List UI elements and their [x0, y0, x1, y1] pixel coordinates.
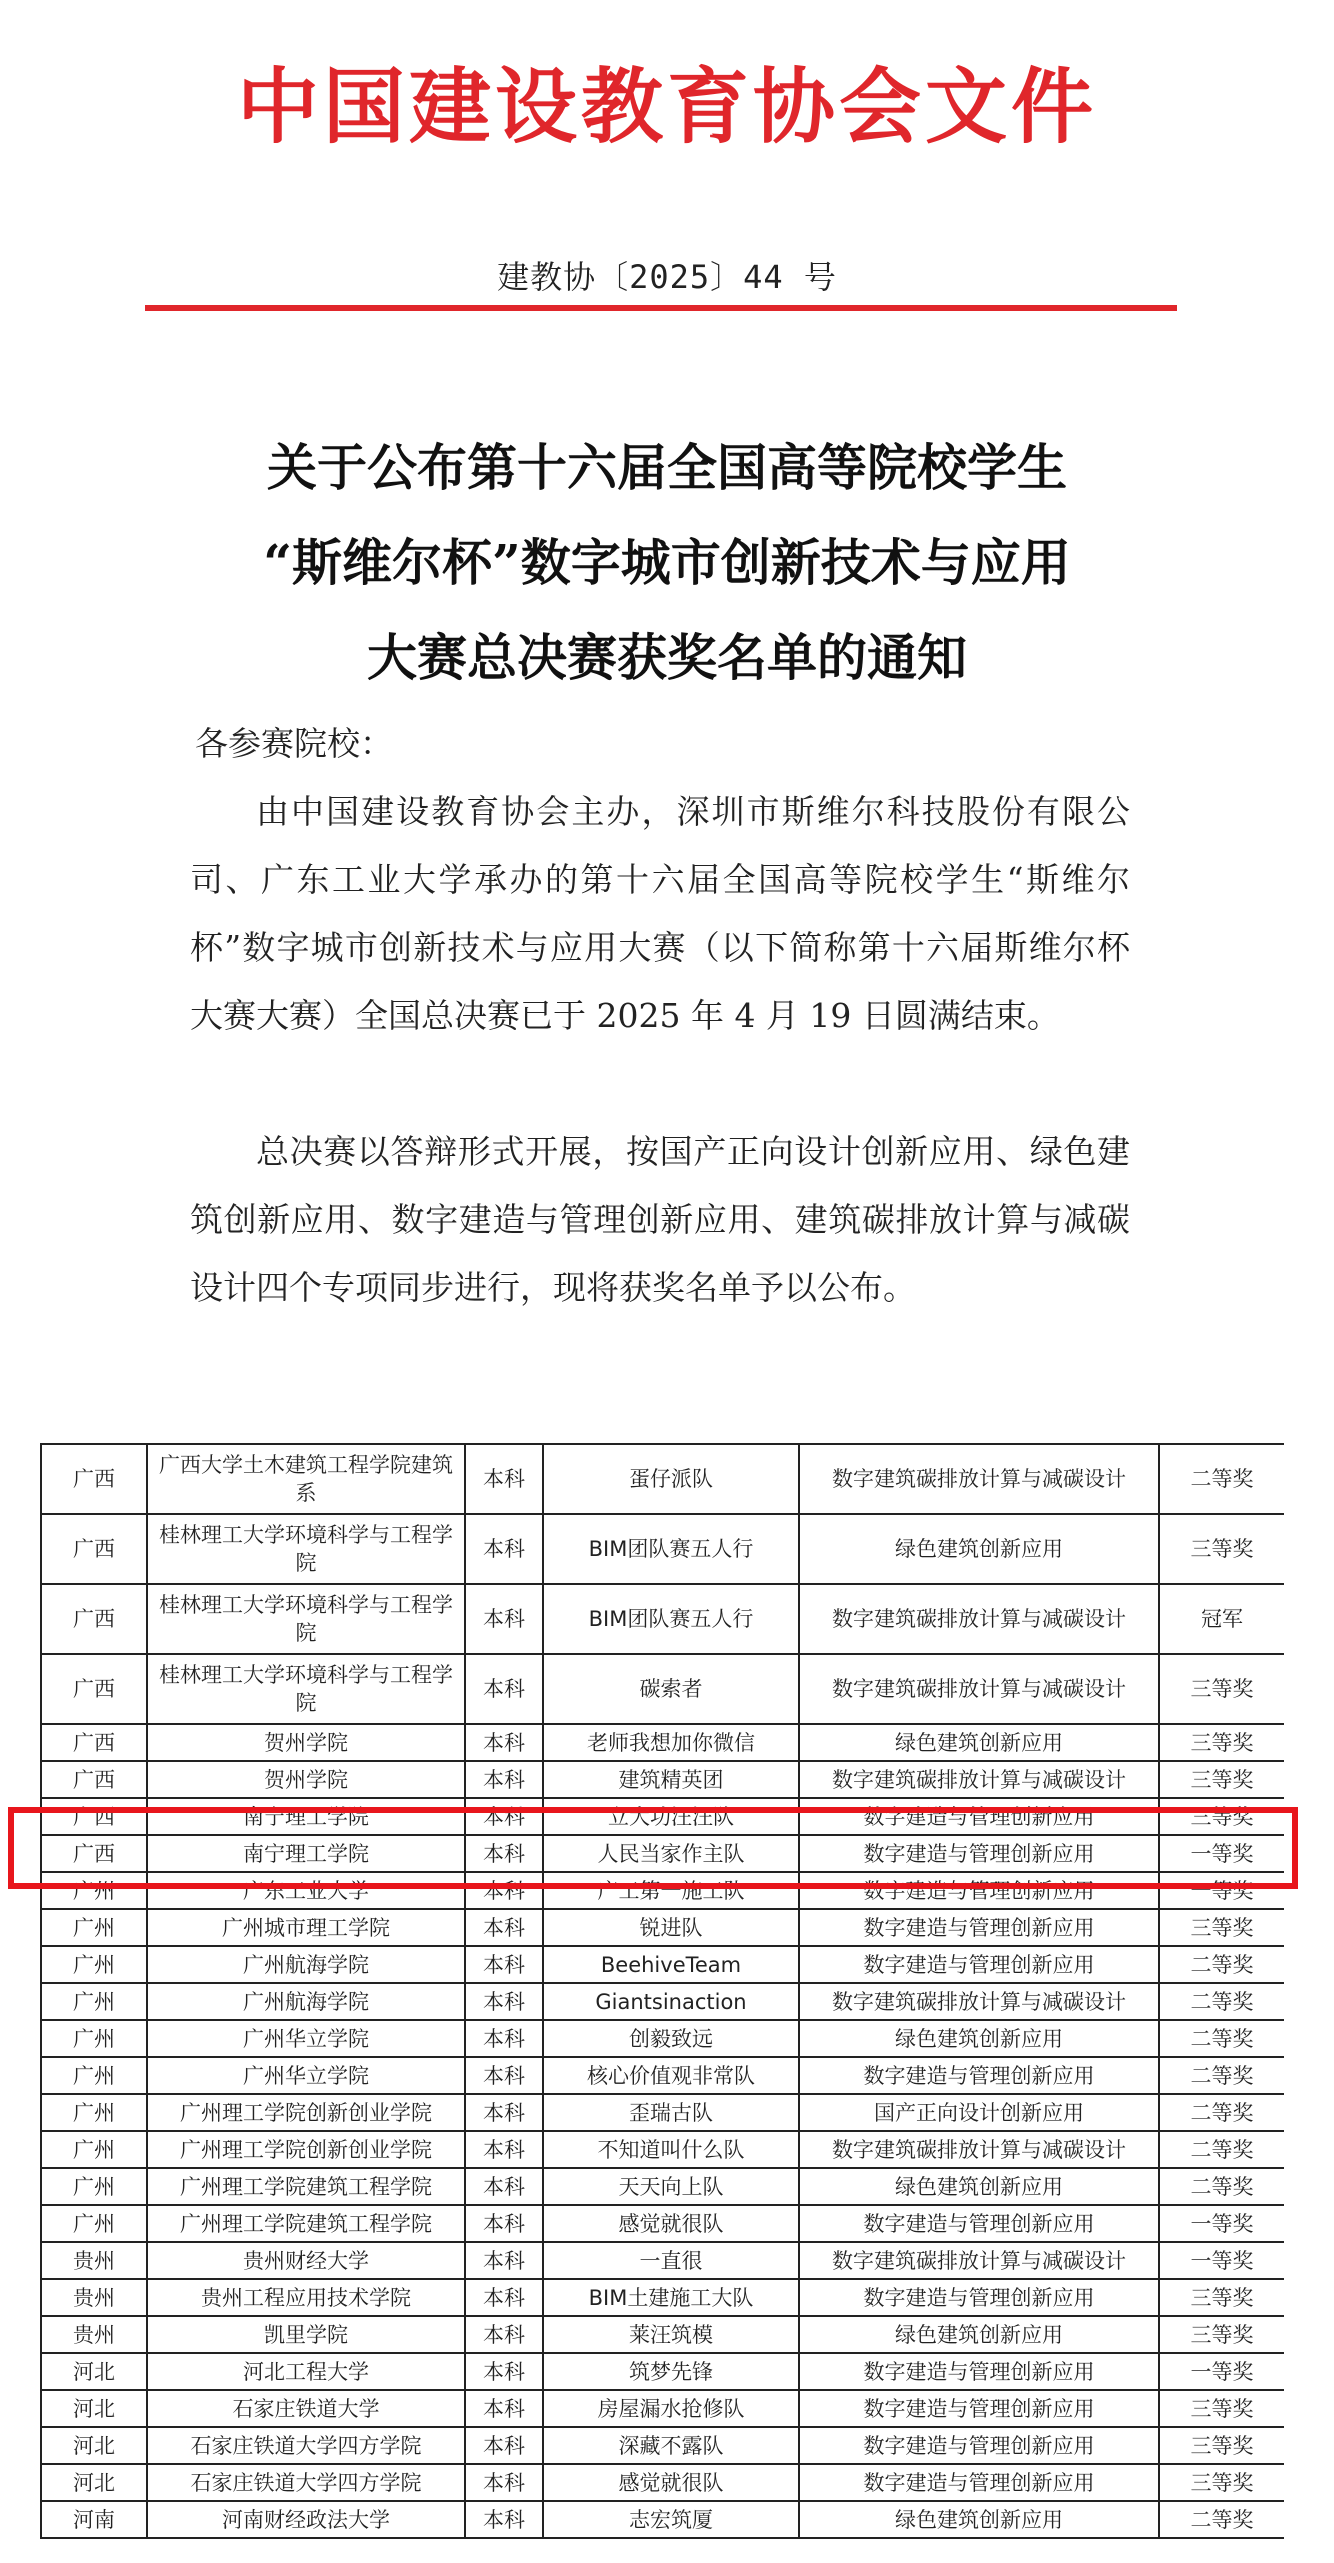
award-cell: 三等奖	[1159, 1724, 1284, 1761]
red-divider-line	[145, 305, 1177, 311]
table-row	[41, 2205, 1284, 2242]
level-cell: 本科	[465, 1444, 543, 1514]
school-cell: 广州城市理工学院	[147, 1909, 465, 1946]
school-cell: 广州航海学院	[147, 1946, 465, 1983]
province-cell: 河北	[41, 2464, 147, 2501]
team-cell: 广工第一施工队	[543, 1872, 799, 1909]
team-cell: 天天向上队	[543, 2168, 799, 2205]
award-cell: 一等奖	[1159, 2242, 1284, 2279]
table-row	[41, 1514, 1284, 1584]
team-cell: BeehiveTeam	[543, 1946, 799, 1983]
school-cell: 桂林理工大学环境科学与工程学院	[147, 1584, 465, 1654]
table-row	[41, 1946, 1284, 1983]
school-cell: 广州理工学院创新创业学院	[147, 2131, 465, 2168]
award-cell: 三等奖	[1159, 2279, 1284, 2316]
award-cell: 三等奖	[1159, 2464, 1284, 2501]
award-cell: 二等奖	[1159, 1983, 1284, 2020]
category-cell: 数字建造与管理创新应用	[799, 1946, 1159, 1983]
province-cell: 广州	[41, 2168, 147, 2205]
table-row	[41, 2353, 1284, 2390]
award-cell: 二等奖	[1159, 2057, 1284, 2094]
team-cell: BIM土建施工大队	[543, 2279, 799, 2316]
province-cell: 广西	[41, 1761, 147, 1798]
table-row	[41, 1835, 1284, 1872]
team-cell: 不知道叫什么队	[543, 2131, 799, 2168]
table-row	[41, 1724, 1284, 1761]
level-cell: 本科	[465, 1654, 543, 1724]
awards-table-container	[40, 1443, 1284, 2563]
province-cell: 贵州	[41, 2279, 147, 2316]
category-cell: 数字建造与管理创新应用	[799, 2353, 1159, 2390]
level-cell: 本科	[465, 2501, 543, 2538]
school-cell: 广州航海学院	[147, 1983, 465, 2020]
team-cell: 感觉就很队	[543, 2205, 799, 2242]
school-cell: 南宁理工学院	[147, 1835, 465, 1872]
school-cell: 河北工程大学	[147, 2353, 465, 2390]
team-cell: BIM团队赛五人行	[543, 1514, 799, 1584]
category-cell: 数字建筑碳排放计算与减碳设计	[799, 1983, 1159, 2020]
category-cell: 数字建造与管理创新应用	[799, 2279, 1159, 2316]
province-cell: 广州	[41, 2205, 147, 2242]
category-cell: 数字建造与管理创新应用	[799, 2390, 1159, 2427]
province-cell: 河北	[41, 2427, 147, 2464]
level-cell: 本科	[465, 2131, 543, 2168]
school-cell: 广州华立学院	[147, 2020, 465, 2057]
award-cell: 二等奖	[1159, 2020, 1284, 2057]
category-cell: 国产正向设计创新应用	[799, 2094, 1159, 2131]
issuer-header: 中国建设教育协会文件	[236, 59, 1097, 155]
province-cell: 广州	[41, 2094, 147, 2131]
level-cell: 本科	[465, 2390, 543, 2427]
body-paragraph-2: 总决赛以答辩形式开展，按国产正向设计创新应用、绿色建筑创新应用、数字建造与管理创新应用、建筑碳排放计算与减碳设计四个专项同步进行，现将获奖名单予以公布。	[190, 1132, 1130, 1307]
notice-title-line-2: “斯维尔杯”数字城市创新技术与应用	[263, 533, 1071, 592]
school-cell: 贺州学院	[147, 1761, 465, 1798]
school-cell: 广东工业大学	[147, 1872, 465, 1909]
school-cell: 广州理工学院建筑工程学院	[147, 2168, 465, 2205]
team-cell: 筑梦先锋	[543, 2353, 799, 2390]
level-cell: 本科	[465, 2205, 543, 2242]
award-cell: 二等奖	[1159, 1444, 1284, 1514]
award-cell: 二等奖	[1159, 2168, 1284, 2205]
level-cell: 本科	[465, 2242, 543, 2279]
level-cell: 本科	[465, 2279, 543, 2316]
table-row	[41, 2094, 1284, 2131]
team-cell: 核心价值观非常队	[543, 2057, 799, 2094]
province-cell: 河北	[41, 2390, 147, 2427]
level-cell: 本科	[465, 2353, 543, 2390]
table-row	[41, 2057, 1284, 2094]
school-cell: 广州理工学院创新创业学院	[147, 2094, 465, 2131]
category-cell: 数字建筑碳排放计算与减碳设计	[799, 1444, 1159, 1514]
team-cell: 建筑精英团	[543, 1761, 799, 1798]
province-cell: 贵州	[41, 2242, 147, 2279]
province-cell: 河南	[41, 2501, 147, 2538]
category-cell: 绿色建筑创新应用	[799, 1514, 1159, 1584]
table-row	[41, 2131, 1284, 2168]
level-cell: 本科	[465, 2094, 543, 2131]
category-cell: 数字建筑碳排放计算与减碳设计	[799, 2242, 1159, 2279]
category-cell: 绿色建筑创新应用	[799, 2168, 1159, 2205]
category-cell: 数字建造与管理创新应用	[799, 2205, 1159, 2242]
body-paragraph-1: 由中国建设教育协会主办，深圳市斯维尔科技股份有限公司、广东工业大学承办的第十六届全国高等院校学生“斯维尔杯”数字城市创新技术与应用大赛（以下简称第十六届斯维尔杯大赛大赛）全国总决赛已于 2025 年 4 月 19 日圆满结束。	[190, 792, 1130, 1035]
document-number: 建教协〔2025〕44 号	[497, 258, 837, 296]
province-cell: 广西	[41, 1798, 147, 1835]
team-cell: 老师我想加你微信	[543, 1724, 799, 1761]
category-cell: 数字建造与管理创新应用	[799, 1909, 1159, 1946]
level-cell: 本科	[465, 2464, 543, 2501]
school-cell: 广州华立学院	[147, 2057, 465, 2094]
award-cell: 三等奖	[1159, 2316, 1284, 2353]
table-row	[41, 2168, 1284, 2205]
category-cell: 数字建筑碳排放计算与减碳设计	[799, 1761, 1159, 1798]
province-cell: 广西	[41, 1835, 147, 1872]
team-cell: 感觉就很队	[543, 2464, 799, 2501]
award-cell: 二等奖	[1159, 2094, 1284, 2131]
level-cell: 本科	[465, 1761, 543, 1798]
category-cell: 数字建筑碳排放计算与减碳设计	[799, 1654, 1159, 1724]
school-cell: 广西大学土木建筑工程学院建筑系	[147, 1444, 465, 1514]
award-cell: 三等奖	[1159, 1514, 1284, 1584]
notice-title	[0, 420, 1334, 705]
level-cell: 本科	[465, 1584, 543, 1654]
category-cell: 数字建造与管理创新应用	[799, 2427, 1159, 2464]
level-cell: 本科	[465, 2168, 543, 2205]
level-cell: 本科	[465, 1946, 543, 1983]
team-cell: 房屋漏水抢修队	[543, 2390, 799, 2427]
province-cell: 广州	[41, 1983, 147, 2020]
level-cell: 本科	[465, 2020, 543, 2057]
team-cell: 碳索者	[543, 1654, 799, 1724]
category-cell: 数字建造与管理创新应用	[799, 2057, 1159, 2094]
category-cell: 数字建筑碳排放计算与减碳设计	[799, 1584, 1159, 1654]
table-row	[41, 1584, 1284, 1654]
province-cell: 广西	[41, 1724, 147, 1761]
award-cell: 三等奖	[1159, 1761, 1284, 1798]
table-row	[41, 1761, 1284, 1798]
award-cell: 三等奖	[1159, 1798, 1284, 1835]
school-cell: 贺州学院	[147, 1724, 465, 1761]
notice-title-line-3: 大赛总决赛获奖名单的通知	[367, 628, 967, 687]
team-cell: 一直很	[543, 2242, 799, 2279]
category-cell: 数字建造与管理创新应用	[799, 1835, 1159, 1872]
category-cell: 绿色建筑创新应用	[799, 1724, 1159, 1761]
category-cell: 绿色建筑创新应用	[799, 2316, 1159, 2353]
province-cell: 广州	[41, 2020, 147, 2057]
table-row	[41, 2501, 1284, 2538]
team-cell: 锐进队	[543, 1909, 799, 1946]
table-row	[41, 2020, 1284, 2057]
team-cell: 创毅致远	[543, 2020, 799, 2057]
award-cell: 一等奖	[1159, 2353, 1284, 2390]
school-cell: 南宁理工学院	[147, 1798, 465, 1835]
table-row	[41, 1983, 1284, 2020]
award-cell: 一等奖	[1159, 1872, 1284, 1909]
category-cell: 数字建造与管理创新应用	[799, 2464, 1159, 2501]
salutation: 各参赛院校：	[195, 724, 393, 763]
level-cell: 本科	[465, 2057, 543, 2094]
table-row	[41, 1909, 1284, 1946]
school-cell: 石家庄铁道大学四方学院	[147, 2427, 465, 2464]
awards-table	[40, 1443, 1284, 2539]
province-cell: 广州	[41, 2131, 147, 2168]
table-row	[41, 2316, 1284, 2353]
table-row	[41, 2279, 1284, 2316]
award-cell: 二等奖	[1159, 2501, 1284, 2538]
school-cell: 桂林理工大学环境科学与工程学院	[147, 1654, 465, 1724]
level-cell: 本科	[465, 1724, 543, 1761]
award-cell: 冠军	[1159, 1584, 1284, 1654]
province-cell: 广西	[41, 1514, 147, 1584]
school-cell: 广州理工学院建筑工程学院	[147, 2205, 465, 2242]
level-cell: 本科	[465, 1909, 543, 1946]
table-row	[41, 1798, 1284, 1835]
awards-table-body	[41, 1444, 1284, 2538]
award-cell: 三等奖	[1159, 1654, 1284, 1724]
table-row	[41, 1444, 1284, 1514]
team-cell: 立大功汪汪队	[543, 1798, 799, 1835]
table-row	[41, 2427, 1284, 2464]
level-cell: 本科	[465, 1872, 543, 1909]
school-cell: 河南财经政法大学	[147, 2501, 465, 2538]
level-cell: 本科	[465, 1514, 543, 1584]
school-cell: 贵州工程应用技术学院	[147, 2279, 465, 2316]
table-row	[41, 2242, 1284, 2279]
award-cell: 三等奖	[1159, 2427, 1284, 2464]
notice-title-line-1: 关于公布第十六届全国高等院校学生	[267, 438, 1067, 497]
award-cell: 一等奖	[1159, 1835, 1284, 1872]
province-cell: 广州	[41, 1909, 147, 1946]
category-cell: 数字建造与管理创新应用	[799, 1798, 1159, 1835]
school-cell: 贵州财经大学	[147, 2242, 465, 2279]
level-cell: 本科	[465, 1983, 543, 2020]
team-cell: 蛋仔派队	[543, 1444, 799, 1514]
category-cell: 数字建造与管理创新应用	[799, 1872, 1159, 1909]
province-cell: 河北	[41, 2353, 147, 2390]
school-cell: 凯里学院	[147, 2316, 465, 2353]
team-cell: 深藏不露队	[543, 2427, 799, 2464]
category-cell: 数字建筑碳排放计算与减碳设计	[799, 2131, 1159, 2168]
level-cell: 本科	[465, 1835, 543, 1872]
team-cell: 歪瑞古队	[543, 2094, 799, 2131]
table-row	[41, 1654, 1284, 1724]
award-cell: 三等奖	[1159, 1909, 1284, 1946]
level-cell: 本科	[465, 2427, 543, 2464]
award-cell: 二等奖	[1159, 1946, 1284, 1983]
award-cell: 三等奖	[1159, 2390, 1284, 2427]
province-cell: 广州	[41, 2057, 147, 2094]
table-row	[41, 1872, 1284, 1909]
school-cell: 桂林理工大学环境科学与工程学院	[147, 1514, 465, 1584]
province-cell: 广西	[41, 1584, 147, 1654]
category-cell: 绿色建筑创新应用	[799, 2020, 1159, 2057]
table-row	[41, 2390, 1284, 2427]
school-cell: 石家庄铁道大学	[147, 2390, 465, 2427]
team-cell: 志宏筑厦	[543, 2501, 799, 2538]
award-cell: 一等奖	[1159, 2205, 1284, 2242]
province-cell: 广州	[41, 1872, 147, 1909]
school-cell: 石家庄铁道大学四方学院	[147, 2464, 465, 2501]
team-cell: Giantsinaction	[543, 1983, 799, 2020]
province-cell: 广西	[41, 1654, 147, 1724]
province-cell: 广州	[41, 1946, 147, 1983]
team-cell: 莱汪筑模	[543, 2316, 799, 2353]
category-cell: 绿色建筑创新应用	[799, 2501, 1159, 2538]
team-cell: BIM团队赛五人行	[543, 1584, 799, 1654]
province-cell: 贵州	[41, 2316, 147, 2353]
table-row	[41, 2464, 1284, 2501]
team-cell: 人民当家作主队	[543, 1835, 799, 1872]
level-cell: 本科	[465, 1798, 543, 1835]
province-cell: 广西	[41, 1444, 147, 1514]
award-cell: 二等奖	[1159, 2131, 1284, 2168]
level-cell: 本科	[465, 2316, 543, 2353]
